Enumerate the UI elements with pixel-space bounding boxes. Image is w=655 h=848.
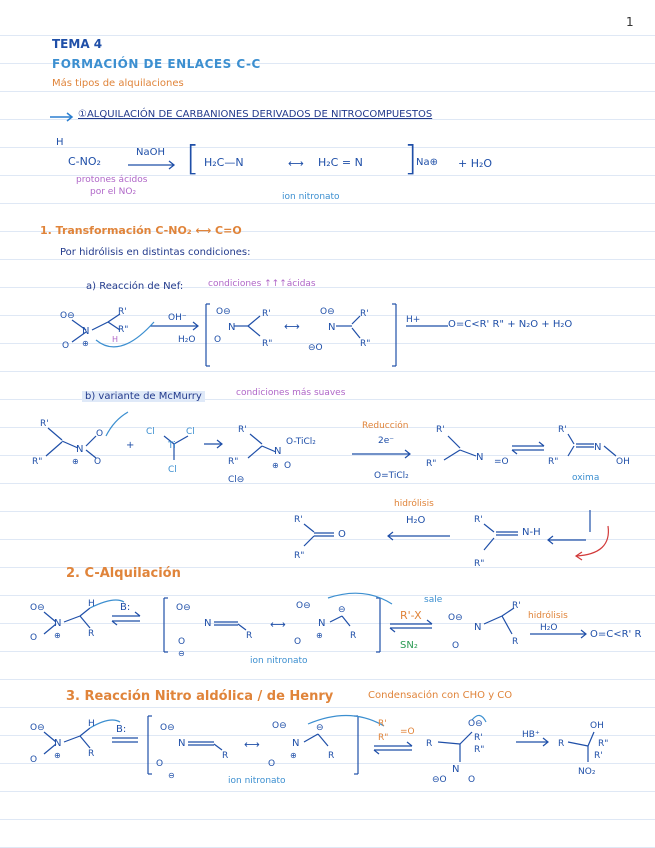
svg-text:O: O	[96, 429, 104, 439]
nef-acid: H+	[406, 315, 421, 325]
svg-text:O: O	[214, 335, 222, 345]
svg-text:R': R'	[360, 309, 369, 319]
svg-text:⊕: ⊕	[72, 457, 79, 466]
h-atom: H	[56, 137, 64, 148]
svg-text:R": R"	[548, 457, 559, 467]
svg-text:=O: =O	[400, 727, 415, 737]
mcmurry-oxime: oxima	[572, 473, 600, 483]
svg-text:⊕: ⊕	[54, 631, 61, 640]
svg-text:R": R"	[360, 339, 371, 349]
page-title: FORMACIÓN DE ENLACES C-C	[52, 57, 261, 71]
svg-text:N: N	[76, 444, 84, 455]
svg-text:R": R"	[118, 325, 129, 335]
svg-text:O⊖: O⊖	[160, 723, 175, 733]
henry-product-no2: NO₂	[578, 767, 596, 777]
svg-text:R": R"	[378, 733, 389, 743]
svg-text:B:: B:	[120, 602, 131, 613]
henry-scheme	[28, 712, 640, 784]
svg-text:N: N	[54, 618, 62, 629]
svg-text:Cl: Cl	[168, 465, 177, 475]
svg-text:⊕: ⊕	[82, 339, 89, 348]
svg-text:N: N	[452, 764, 460, 775]
svg-text:R": R"	[262, 339, 273, 349]
svg-text:N: N	[328, 322, 336, 333]
svg-text:Cl: Cl	[146, 427, 155, 437]
svg-text:N: N	[82, 326, 90, 337]
mcmurry-label	[82, 392, 205, 402]
section1-intro: Por hidrólisis en distintas condiciones:	[60, 247, 251, 258]
svg-text:⊕: ⊕	[54, 751, 61, 760]
svg-text:O: O	[30, 755, 38, 765]
electrophile: R'-X	[400, 609, 422, 622]
svg-text:R': R'	[294, 515, 303, 525]
nef-reagent-bottom: H₂O	[178, 335, 196, 345]
svg-text:O: O	[268, 759, 276, 769]
svg-text:⊖: ⊖	[316, 723, 324, 733]
svg-text:⊖O: ⊖O	[308, 343, 323, 353]
svg-text:R: R	[222, 751, 229, 761]
svg-text:R': R'	[558, 425, 567, 435]
c-alkylation-h2o: H₂O	[540, 623, 558, 633]
section1-heading: 1. Transformación C-NO₂ ⟷ C=O	[40, 224, 242, 237]
svg-text:R: R	[426, 739, 433, 749]
svg-text:R": R"	[474, 745, 485, 755]
svg-text:O: O	[178, 637, 186, 647]
svg-text:R": R"	[294, 551, 305, 561]
section2-heading: 2. C-Alquilación	[66, 566, 181, 581]
svg-text:O⊖: O⊖	[296, 601, 311, 611]
c-alkylation-hydrolysis: hidrólisis	[528, 611, 568, 621]
svg-text:R': R'	[474, 733, 483, 743]
page-subtitle: Más tipos de alquilaciones	[52, 78, 184, 89]
svg-text:O: O	[94, 457, 102, 467]
svg-text:Cl⊖: Cl⊖	[228, 475, 245, 485]
tema-label: TEMA 4	[52, 37, 103, 51]
mcmurry-label-text: b) variante de McMurry	[82, 391, 205, 402]
svg-text:O⊖: O⊖	[272, 721, 287, 731]
svg-text:R": R"	[474, 559, 485, 569]
section3-conditions: Condensación con CHO y CO	[368, 690, 513, 701]
svg-text:⟷: ⟷	[244, 738, 260, 751]
svg-text:⊖O: ⊖O	[432, 775, 447, 785]
svg-text:N: N	[476, 452, 484, 463]
mcmurry-scheme	[28, 416, 640, 486]
svg-text:N: N	[228, 322, 236, 333]
svg-text:O: O	[30, 633, 38, 643]
svg-text:O⊖: O⊖	[216, 307, 231, 317]
resonance-arrow: ⟷	[288, 157, 304, 170]
nef-products: O=C<R' R" + N₂O + H₂O	[448, 319, 573, 330]
svg-text:R": R"	[598, 739, 609, 749]
svg-text:N: N	[474, 622, 482, 633]
mcmurry-ketone-o: O	[338, 529, 346, 540]
ion-nitronato-label-2: ion nitronato	[250, 656, 308, 666]
svg-text:R': R'	[512, 601, 521, 611]
svg-text:R: R	[512, 637, 519, 647]
ion-nitronato-label-0: ion nitronato	[282, 192, 340, 202]
reagent-naoh: NaOH	[136, 147, 165, 158]
svg-text:=O: =O	[494, 457, 509, 467]
page-number: 1	[626, 15, 634, 29]
svg-text:Ti: Ti	[168, 441, 176, 451]
mcmurry-hydrolysis-scheme	[290, 510, 620, 570]
svg-text:N: N	[274, 446, 282, 457]
svg-text:R: R	[350, 631, 357, 641]
svg-text:⟷: ⟷	[284, 320, 300, 333]
mcmurry-hydrolysis: hidrólisis	[394, 499, 434, 509]
svg-text:OH: OH	[616, 457, 630, 467]
svg-text:N: N	[594, 442, 602, 453]
mcmurry-imine: N-H	[522, 527, 541, 538]
svg-text:O: O	[468, 775, 476, 785]
mcmurry-ticl: O-TiCl₂	[286, 437, 316, 447]
leaving-group-note: sale	[424, 595, 443, 605]
mcmurry-h2o: H₂O	[406, 515, 426, 526]
svg-text:N: N	[178, 738, 186, 749]
svg-text:N: N	[318, 618, 326, 629]
svg-text:R: R	[246, 631, 253, 641]
svg-text:O⊖: O⊖	[448, 613, 463, 623]
bracket-open: [	[186, 139, 200, 179]
svg-text:R': R'	[40, 419, 49, 429]
svg-text:⊕: ⊕	[316, 631, 323, 640]
svg-text:R': R'	[262, 309, 271, 319]
svg-text:R': R'	[238, 425, 247, 435]
reaction-arrow	[128, 160, 180, 170]
svg-text:R": R"	[32, 457, 43, 467]
svg-text:R': R'	[594, 751, 603, 761]
resonance-form-1: H₂C—N	[204, 156, 244, 169]
protons-note-1: protones ácidos	[76, 175, 148, 185]
svg-text:O⊖: O⊖	[60, 311, 75, 321]
henry-acid: HB⁺	[522, 730, 540, 740]
svg-text:N: N	[54, 738, 62, 749]
svg-text:R: R	[558, 739, 565, 749]
sn2-label: SN₂	[400, 640, 418, 651]
svg-text:Cl: Cl	[186, 427, 195, 437]
svg-text:O⊖: O⊖	[176, 603, 191, 613]
mcmurry-conditions: condiciones más suaves	[236, 388, 346, 398]
protons-note-2: por el NO₂	[90, 187, 137, 197]
svg-text:R': R'	[378, 719, 387, 729]
svg-text:R: R	[88, 629, 95, 639]
mcmurry-byproduct: O=TiCl₂	[374, 471, 409, 481]
svg-text:⟷: ⟷	[270, 618, 286, 631]
svg-text:+: +	[126, 440, 135, 451]
water-product: + H₂O	[458, 157, 493, 170]
svg-text:⊖: ⊖	[178, 649, 185, 658]
svg-text:⊖: ⊖	[338, 605, 346, 615]
resonance-form-2: H₂C = N	[318, 156, 363, 169]
svg-text:O⊖: O⊖	[320, 307, 335, 317]
bracket-close: ]	[404, 139, 418, 179]
svg-text:O⊖: O⊖	[30, 723, 45, 733]
c-alkylation-product: O=C<R' R	[590, 629, 642, 640]
svg-text:R": R"	[426, 459, 437, 469]
svg-text:O: O	[452, 641, 460, 651]
svg-text:O⊖: O⊖	[468, 719, 483, 729]
svg-text:⊕: ⊕	[272, 461, 279, 470]
svg-text:O: O	[62, 341, 70, 351]
svg-text:O: O	[156, 759, 164, 769]
svg-text:R": R"	[228, 457, 239, 467]
henry-product-oh: OH	[590, 721, 604, 731]
nitro-reactant: C-NO₂	[68, 155, 101, 168]
svg-text:O⊖: O⊖	[30, 603, 45, 613]
svg-text:B:: B:	[116, 724, 127, 735]
svg-text:R: R	[88, 749, 95, 759]
svg-text:R: R	[328, 751, 335, 761]
svg-text:H: H	[88, 719, 95, 729]
svg-text:O: O	[294, 637, 302, 647]
nef-reagent-top: OH⁻	[168, 313, 187, 323]
svg-text:R': R'	[436, 425, 445, 435]
svg-text:R': R'	[118, 307, 127, 317]
mcmurry-electrons: 2e⁻	[378, 436, 395, 446]
section0-heading: ①ALQUILACIÓN DE CARBANIONES DERIVADOS DE NITROCOMPUESTOS	[78, 109, 433, 120]
nef-scheme	[58, 302, 598, 374]
svg-text:H: H	[112, 335, 119, 344]
section3-heading: 3. Reacción Nitro aldólica / de Henry	[66, 689, 334, 704]
counterion: Na⊕	[416, 157, 438, 168]
mcmurry-reduction: Reducción	[362, 421, 409, 431]
nef-conditions: condiciones ↑↑↑ácidas	[208, 279, 316, 289]
svg-text:N: N	[204, 618, 212, 629]
svg-text:N: N	[292, 738, 300, 749]
svg-text:O: O	[284, 461, 292, 471]
svg-text:⊖: ⊖	[168, 771, 175, 780]
svg-text:⊕: ⊕	[290, 751, 297, 760]
nef-label: a) Reacción de Nef:	[86, 281, 184, 292]
svg-text:H: H	[88, 599, 95, 609]
svg-text:R': R'	[474, 515, 483, 525]
ion-nitronato-label-3: ion nitronato	[228, 776, 286, 786]
